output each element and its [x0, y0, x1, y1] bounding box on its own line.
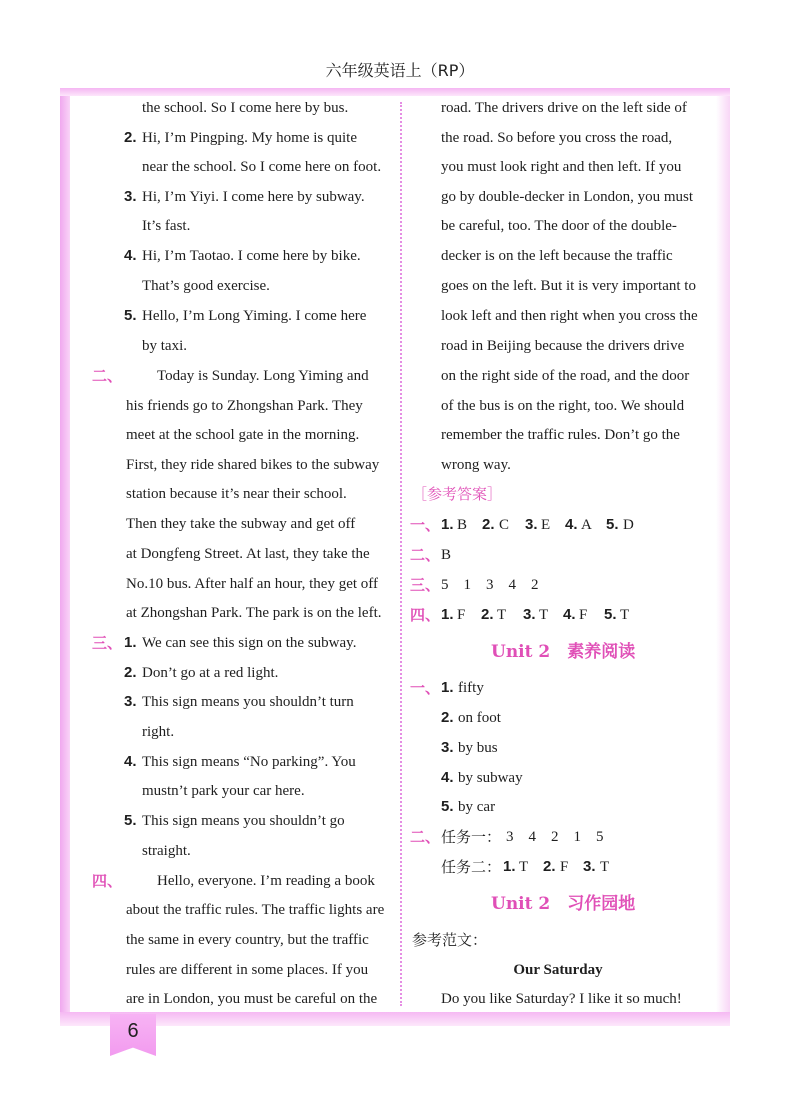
answer-value: B — [457, 517, 468, 533]
text-line: station because it’s near their school. — [126, 486, 347, 502]
answer-number: 3. — [523, 606, 536, 623]
text-line: on the right side of the road, and the door — [441, 368, 690, 384]
answer-value: D — [623, 517, 634, 533]
item-number: 1. — [124, 634, 137, 651]
section-marker: 三、 — [92, 634, 123, 652]
text-line: meet at the school gate in the morning. — [126, 427, 360, 443]
answer-number: 2. — [543, 858, 556, 875]
text-line: This sign means “No parking”. You — [142, 754, 356, 770]
text-line: the school. So I come here by bus. — [142, 100, 349, 116]
task-label: 任务一： — [441, 828, 502, 846]
text-line: Don’t go at a red light. — [142, 665, 279, 681]
item-number: 4. — [124, 247, 137, 264]
frame-bottom — [60, 1012, 730, 1026]
answer-number: 5. — [604, 606, 617, 623]
answer-number: 5. — [606, 516, 619, 533]
answer-value: fifty — [458, 680, 484, 696]
text-line: Do you like Saturday? I like it so much! — [441, 991, 682, 1007]
answer-value: 3 4 2 1 5 — [506, 829, 604, 845]
essay-title: Our Saturday — [513, 962, 603, 978]
item-number: 5. — [124, 307, 137, 324]
section-marker: 四、 — [92, 872, 123, 890]
item-number: 2. — [124, 664, 137, 681]
text-line: road in Beijing because the drivers drive — [441, 338, 685, 354]
text-line: look left and then right when you cross the — [441, 308, 698, 324]
text-line: at Dongfeng Street. At last, they take the — [126, 546, 370, 562]
answer-number: 3. — [525, 516, 538, 533]
text-line: Hi, I’m Taotao. I come here by bike. — [142, 248, 361, 264]
answer-number: 4. — [565, 516, 578, 533]
answer-key-label: ［参考答案］ — [412, 485, 503, 503]
answer-value: T — [519, 859, 529, 875]
text-line: his friends go to Zhongshan Park. They — [126, 398, 363, 414]
answer-number: 1. — [441, 679, 454, 696]
answer-number: 1. — [441, 516, 454, 533]
answer-value: T — [620, 607, 630, 623]
text-line: No.10 bus. After half an hour, they get off — [126, 576, 378, 592]
column-divider — [400, 102, 402, 1006]
answer-number: 1. — [441, 606, 454, 623]
answer-number: 1. — [503, 858, 516, 875]
answer-value: B — [441, 547, 452, 563]
answer-value: 5 1 3 4 2 — [441, 577, 539, 593]
frame-left — [60, 88, 70, 1018]
text-line: That’s good exercise. — [142, 278, 270, 294]
text-line: Hello, everyone. I’m reading a book — [157, 873, 375, 889]
answer-value: by subway — [458, 770, 523, 786]
text-line: you must look right and then left. If you — [441, 159, 682, 175]
text-line: near the school. So I come here on foot. — [142, 159, 382, 175]
text-line: Hi, I’m Yiyi. I come here by subway. — [142, 189, 365, 205]
text-line: straight. — [142, 843, 191, 859]
text-line: of the bus is on the right, too. We should — [441, 398, 685, 414]
answer-number: 2. — [482, 516, 495, 533]
section-marker: 二、 — [410, 828, 441, 846]
text-line: the road. So before you cross the road, — [441, 130, 673, 146]
text-line: are in London, you must be careful on the — [126, 991, 378, 1007]
answer-value: T — [600, 859, 610, 875]
answer-value: F — [457, 607, 466, 623]
text-line: First, they ride shared bikes to the subway — [126, 457, 380, 473]
unit-heading: Unit 2 素养阅读 — [491, 642, 636, 662]
answer-value: T — [497, 607, 507, 623]
section-marker: 四、 — [410, 606, 441, 624]
text-line: Today is Sunday. Long Yiming and — [157, 368, 369, 384]
answer-number: 2. — [481, 606, 494, 623]
text-line: right. — [142, 724, 175, 740]
text-line: wrong way. — [441, 457, 511, 473]
section-marker: 二、 — [410, 546, 441, 564]
text-line: go by double-decker in London, you must — [441, 189, 694, 205]
text-line: mustn’t park your car here. — [142, 783, 305, 799]
task-label: 任务二： — [441, 858, 502, 876]
text-line: decker is on the left because the traffic — [441, 248, 673, 264]
text-line: goes on the left. But it is very important to — [441, 278, 696, 294]
text-line: This sign means you shouldn’t go — [142, 813, 345, 829]
page-header: 六年级英语上（RP） — [325, 61, 475, 80]
answer-number: 2. — [441, 709, 454, 726]
answer-value: C — [499, 517, 510, 533]
answer-value: F — [579, 607, 588, 623]
frame-right — [716, 96, 730, 1018]
frame-top — [60, 88, 730, 96]
item-number: 4. — [124, 753, 137, 770]
answer-value: on foot — [458, 710, 501, 726]
answer-number: 5. — [441, 798, 454, 815]
answer-number: 3. — [441, 739, 454, 756]
item-number: 3. — [124, 693, 137, 710]
section-marker: 三、 — [410, 576, 441, 594]
sample-label: 参考范文： — [412, 931, 488, 949]
text-line: at Zhongshan Park. The park is on the left. — [126, 605, 382, 621]
answer-value: by bus — [458, 740, 498, 756]
section-marker: 二、 — [92, 367, 123, 385]
item-number: 2. — [124, 129, 137, 146]
text-line: This sign means you shouldn’t turn — [142, 694, 354, 710]
answer-number: 3. — [583, 858, 596, 875]
text-line: be careful, too. The door of the double- — [441, 218, 677, 234]
text-line: It’s fast. — [142, 218, 191, 234]
text-line: the same in every country, but the traffic — [126, 932, 369, 948]
text-line: road. The drivers drive on the left side of — [441, 100, 687, 116]
answer-value: T — [539, 607, 549, 623]
item-number: 5. — [124, 812, 137, 829]
text-line: Hello, I’m Long Yiming. I come here — [142, 308, 367, 324]
text-line: Then they take the subway and get off — [126, 516, 356, 532]
answer-number: 4. — [441, 769, 454, 786]
section-marker: 一、 — [410, 516, 441, 534]
text-line: by taxi. — [142, 338, 187, 354]
text-line: We can see this sign on the subway. — [142, 635, 357, 651]
text-line: Hi, I’m Pingping. My home is quite — [142, 130, 357, 146]
answer-value: A — [581, 517, 592, 533]
text-line: rules are different in some places. If you — [126, 962, 369, 978]
text-line: remember the traffic rules. Don’t go the — [441, 427, 680, 443]
answer-value: F — [560, 859, 569, 875]
text-line: about the traffic rules. The traffic lights are — [126, 902, 385, 918]
page-number: 6 — [127, 1020, 139, 1042]
answer-number: 4. — [563, 606, 576, 623]
item-number: 3. — [124, 188, 137, 205]
section-marker: 一、 — [410, 679, 441, 697]
answer-value: by car — [458, 799, 496, 815]
answer-value: E — [541, 517, 551, 533]
unit-heading: Unit 2 习作园地 — [491, 894, 636, 914]
